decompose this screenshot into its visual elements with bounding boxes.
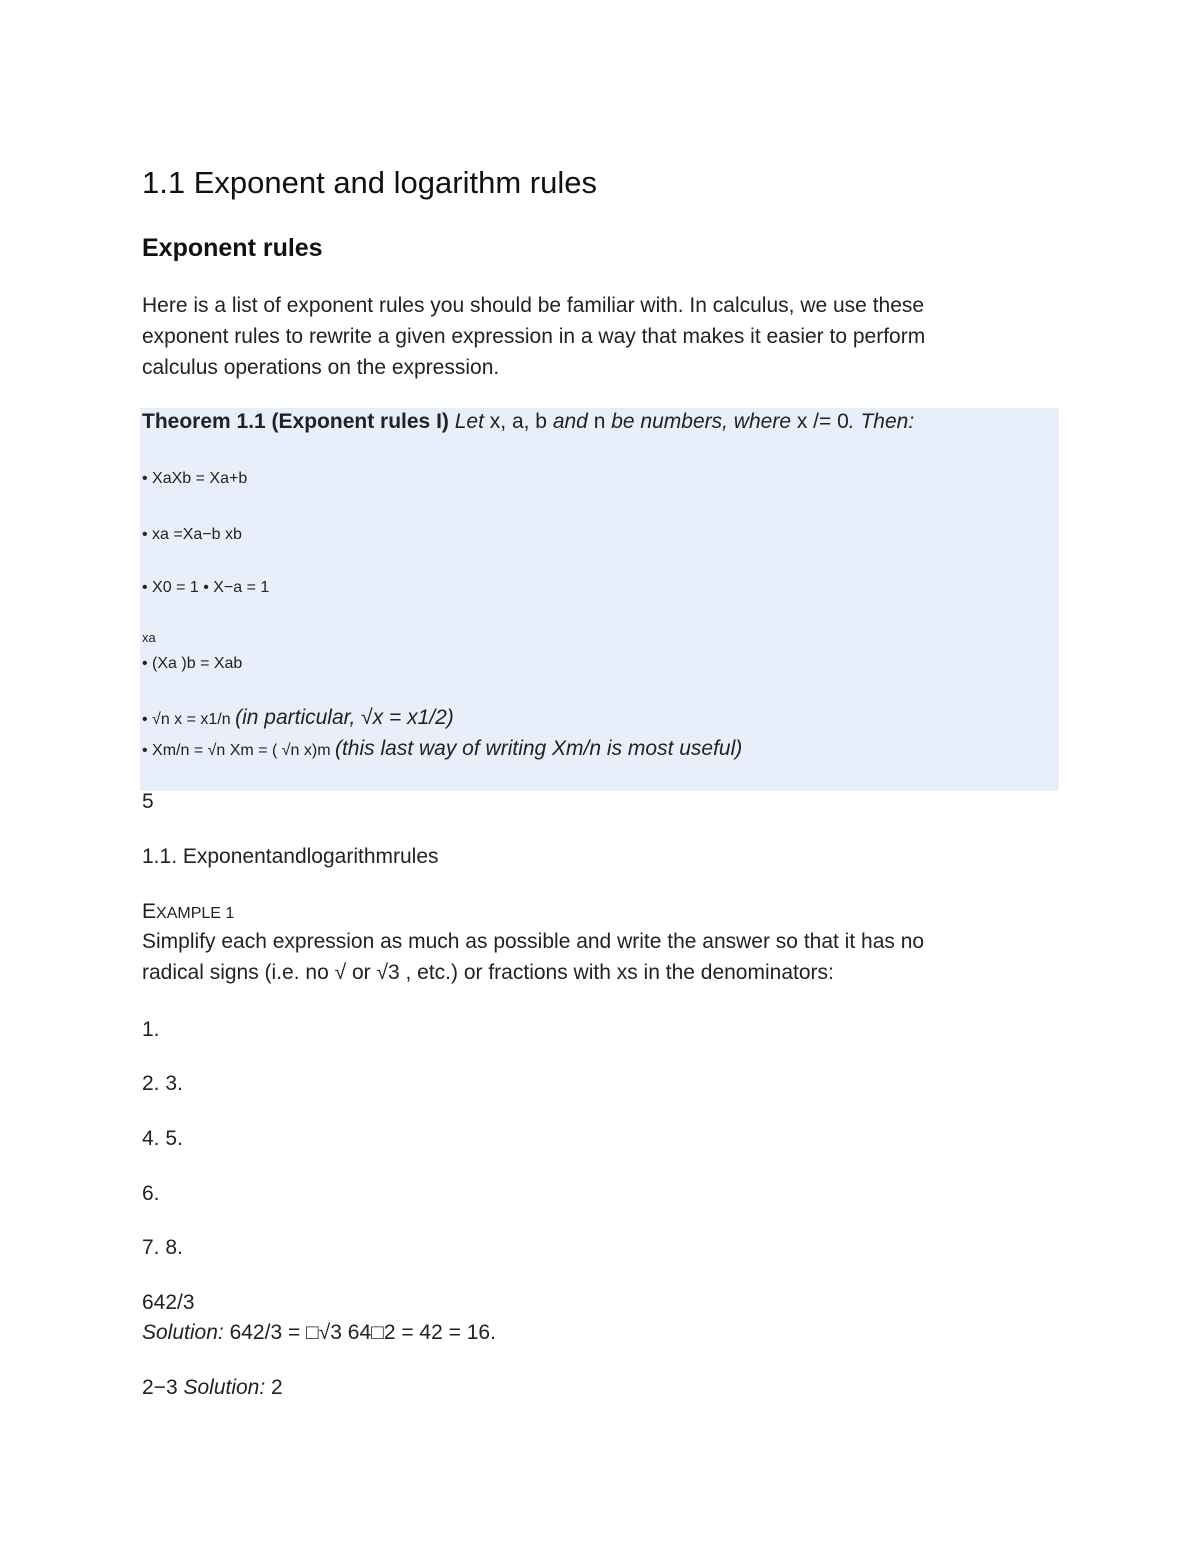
running-header: 1.1. Exponentandlogarithmrules — [142, 845, 439, 868]
rule-fractional-power — [142, 737, 742, 761]
list-item-1: 1. — [142, 1018, 160, 1041]
example-label-initial: E — [142, 900, 157, 923]
rule-root — [142, 706, 454, 730]
theorem-condition: x /= 0 — [791, 410, 849, 433]
rule-root-formula: • √n x = x1/n — [142, 711, 236, 728]
rule-quotient: • xa =Xa−b xb — [142, 526, 242, 543]
theorem-word-and: and — [552, 410, 588, 433]
solution-2-text: 2 — [265, 1376, 283, 1399]
rule-root-note: (in particular, √x = x1/2) — [235, 706, 454, 729]
list-item-4-5: 4. 5. — [142, 1127, 183, 1150]
rule-power-of-power: • (Xa )b = Xab — [142, 655, 243, 672]
theorem-word-let: Let — [454, 410, 484, 433]
intro-line-1: Here is a list of exponent rules you should be familiar with. In calculus, we use these — [142, 294, 925, 317]
solution-2-label: Solution: — [183, 1376, 266, 1399]
list-item-6: 6. — [142, 1182, 160, 1205]
example-text-line-2: radical signs (i.e. no √ or √3 , etc.) or fractions with xs in the denominators: — [142, 961, 834, 984]
intro-line-3: calculus operations on the expression. — [142, 356, 500, 379]
expression-1: 642/3 — [142, 1291, 195, 1314]
expression-2: 2−3 — [142, 1376, 178, 1399]
theorem-label: Theorem 1.1 (Exponent rules I) — [142, 410, 449, 433]
theorem-then: . Then: — [848, 410, 915, 433]
rule-negative-denominator: xa — [142, 630, 156, 645]
intro-line-2: exponent rules to rewrite a given expression in a way that makes it easier to perform — [142, 325, 926, 348]
theorem-condition-text: be numbers, where — [611, 410, 791, 433]
theorem-highlight-box — [140, 408, 1059, 791]
example-label — [142, 900, 234, 924]
rule-product: • XaXb = Xa+b — [142, 470, 248, 487]
list-item-7-8: 7. 8. — [142, 1236, 183, 1259]
theorem-var-n: n — [587, 410, 612, 433]
expression-2-line — [142, 1376, 283, 1400]
rule-fractional-note: (this last way of writing Xm/n is most useful) — [334, 737, 743, 760]
solution-1-label: Solution: — [142, 1321, 224, 1344]
theorem-vars: x, a, b — [483, 410, 553, 433]
list-item-2-3: 2. 3. — [142, 1072, 183, 1095]
rule-fractional-formula: • Xm/n = √n Xm = ( √n x)m — [142, 742, 335, 759]
solution-1-text: 642/3 = □√3 64□2 = 42 = 16. — [223, 1321, 496, 1344]
page-number: 5 — [142, 790, 154, 813]
rule-zero-negative: • X0 = 1 • X−a = 1 — [142, 579, 270, 596]
solution-1 — [142, 1321, 496, 1345]
theorem-statement — [142, 410, 914, 434]
example-text-line-1: Simplify each expression as much as possible and write the answer so that it has no — [142, 930, 925, 953]
section-title: 1.1 Exponent and logarithm rules — [142, 165, 597, 200]
subsection-title: Exponent rules — [142, 234, 323, 262]
example-label-rest: XAMPLE 1 — [156, 905, 235, 922]
